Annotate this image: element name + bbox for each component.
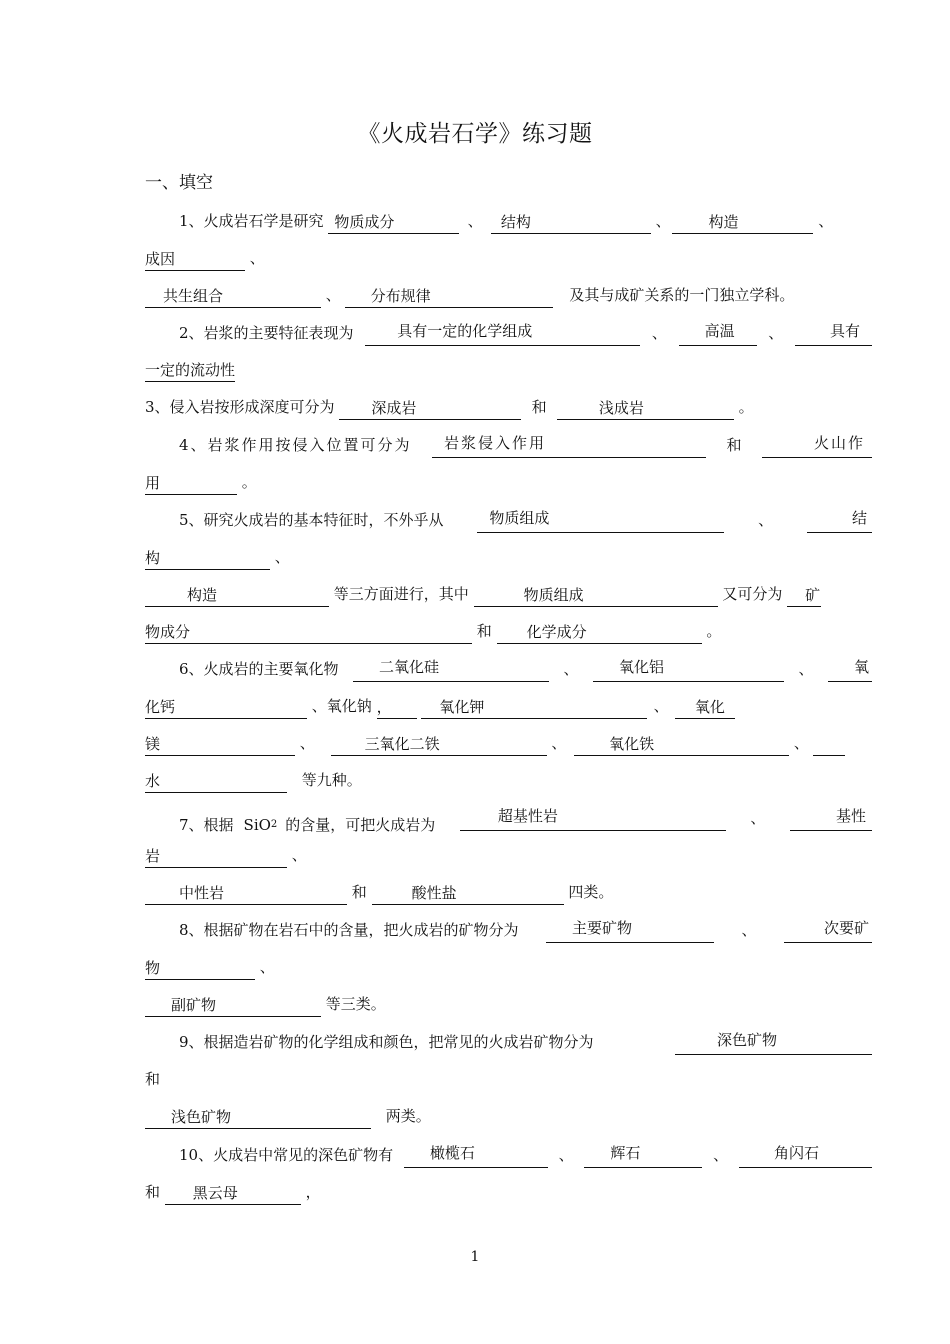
blank: 镁 — [145, 733, 295, 756]
q5-line-3: 构造 等三方面进行，其中 物质组成 又可分为 矿 — [145, 581, 838, 607]
q10-line-1: 10、火成岩中常见的深色矿物有 橄榄石 、 辉石 、 角闪石 — [145, 1142, 872, 1168]
blank: 结 — [807, 507, 872, 533]
blank: 化钙 — [145, 696, 307, 719]
q7-line-1: 7、根据 SiO$_2$ 的含量，可把火成岩为 超基性岩 、 基性 — [145, 805, 872, 831]
sio2-formula: SiO$_2$ — [243, 816, 278, 834]
blank: 氧化钾 — [421, 696, 647, 719]
blank: 氧化铝 — [593, 656, 784, 682]
blank: 基性 — [790, 805, 872, 831]
blank: 分布规律 — [345, 285, 553, 308]
blank: 酸性盐 — [372, 882, 564, 905]
q6-line-2: 化钙 、氧化钠 ， 氧化钾 、 氧化 — [145, 693, 838, 719]
blank: 物质组成 — [474, 584, 718, 607]
page-title: 《火成岩石学》练习题 — [357, 121, 593, 147]
q1-line-2: 成因 、 — [145, 245, 838, 271]
blank — [813, 755, 845, 756]
blank: 构 — [145, 547, 270, 570]
blank: 二氧化硅 — [353, 656, 549, 682]
blank: 矿 — [787, 584, 821, 607]
blank: 物质成分 — [328, 211, 459, 234]
q3-line: 3、侵入岩按形成深度可分为 深成岩 和 浅成岩 。 — [145, 394, 838, 420]
q7-line-2: 岩 、 — [145, 842, 838, 868]
q6-line-3: 镁 、 三氧化二铁 、 氧化铁 、 — [145, 730, 838, 756]
q9-line-1: 9、根据造岩矿物的化学组成和颜色，把常见的火成岩矿物分为 深色矿物 — [145, 1029, 872, 1055]
blank: 主要矿物 — [546, 917, 714, 943]
q4-line-1: 4、岩浆作用按侵入位置可分为 岩浆侵入作用 和 火山作 — [145, 432, 872, 458]
q2-line-1: 2、岩浆的主要特征表现为 具有一定的化学组成 、 高温 、 具有 — [145, 320, 872, 346]
q8-line-1: 8、根据矿物在岩石中的含量，把火成岩的矿物分为 主要矿物 、 次要矿 — [145, 917, 872, 943]
q2-line-2 — [145, 356, 838, 382]
q8-line-2: 物 、 — [145, 954, 838, 980]
blank: 成因 — [145, 248, 245, 271]
blank: 水 — [145, 770, 287, 793]
blank: 共生组合 — [145, 285, 321, 308]
blank: 橄榄石 — [404, 1142, 548, 1168]
blank: 物质组成 — [477, 507, 724, 533]
blank: 化学成分 — [497, 621, 702, 644]
q1-line-3: 共生组合 、 分布规律 及其与成矿关系的一门独立学科。 — [145, 282, 838, 308]
blank: 具有一定的化学组成 — [365, 320, 640, 346]
blank: 三氧化二铁 — [331, 733, 547, 756]
blank: 浅成岩 — [557, 397, 734, 420]
blank: 次要矿 — [784, 917, 872, 943]
blank: 氧化铁 — [574, 733, 789, 756]
blank: 用 — [145, 472, 237, 495]
q1-line-1: 1、火成岩石学是研究 物质成分 、 结构 、 构造 、 — [145, 208, 872, 234]
q6-line-1: 6、火成岩的主要氧化物 二氧化硅 、 氧化铝 、 氧 — [145, 656, 872, 682]
q10-line-2: 和 黑云母 ， — [145, 1179, 838, 1205]
q9-line-2: 和 — [145, 1070, 161, 1088]
blank: 深成岩 — [339, 397, 521, 420]
blank: 具有 — [795, 320, 872, 346]
q8-line-3: 副矿物 等三类。 — [145, 991, 838, 1017]
blank: 中性岩 — [145, 882, 347, 905]
blank: 一定的流动性 — [145, 359, 235, 382]
blank: 构造 — [672, 211, 813, 234]
blank: 物 — [145, 957, 255, 980]
q5-line-2: 构 、 — [145, 544, 838, 570]
blank: 深色矿物 — [675, 1029, 872, 1055]
blank: 副矿物 — [145, 994, 321, 1017]
blank: 黑云母 — [165, 1182, 301, 1205]
page-number: 1 — [470, 1249, 480, 1265]
q9-line-3: 浅色矿物 两类。 — [145, 1103, 838, 1129]
blank: 辉石 — [584, 1142, 702, 1168]
q5-line-1: 5、研究火成岩的基本特征时，不外乎从 物质组成 、 结 — [145, 507, 872, 533]
blank: 角闪石 — [739, 1142, 872, 1168]
blank: 岩浆侵入作用 — [432, 432, 706, 458]
blank: 氧 — [828, 656, 872, 682]
blank: 浅色矿物 — [145, 1106, 371, 1129]
blank: 氧化 — [675, 696, 735, 719]
blank: 结构 — [491, 211, 651, 234]
blank: 岩 — [145, 845, 287, 868]
blank: ， — [377, 696, 417, 719]
section-heading: 一、填空 — [145, 173, 213, 193]
q5-line-4: 物成分 和 化学成分 。 — [145, 618, 838, 644]
blank: 高温 — [679, 320, 757, 346]
q6-line-4: 水 等九种。 — [145, 767, 838, 793]
blank: 火山作 — [762, 432, 872, 458]
blank: 构造 — [145, 584, 329, 607]
q4-line-2: 用 。 — [145, 469, 838, 495]
blank: 超基性岩 — [460, 805, 726, 831]
q7-line-3: 中性岩 和 酸性盐 四类。 — [145, 879, 838, 905]
blank: 物成分 — [145, 621, 472, 644]
